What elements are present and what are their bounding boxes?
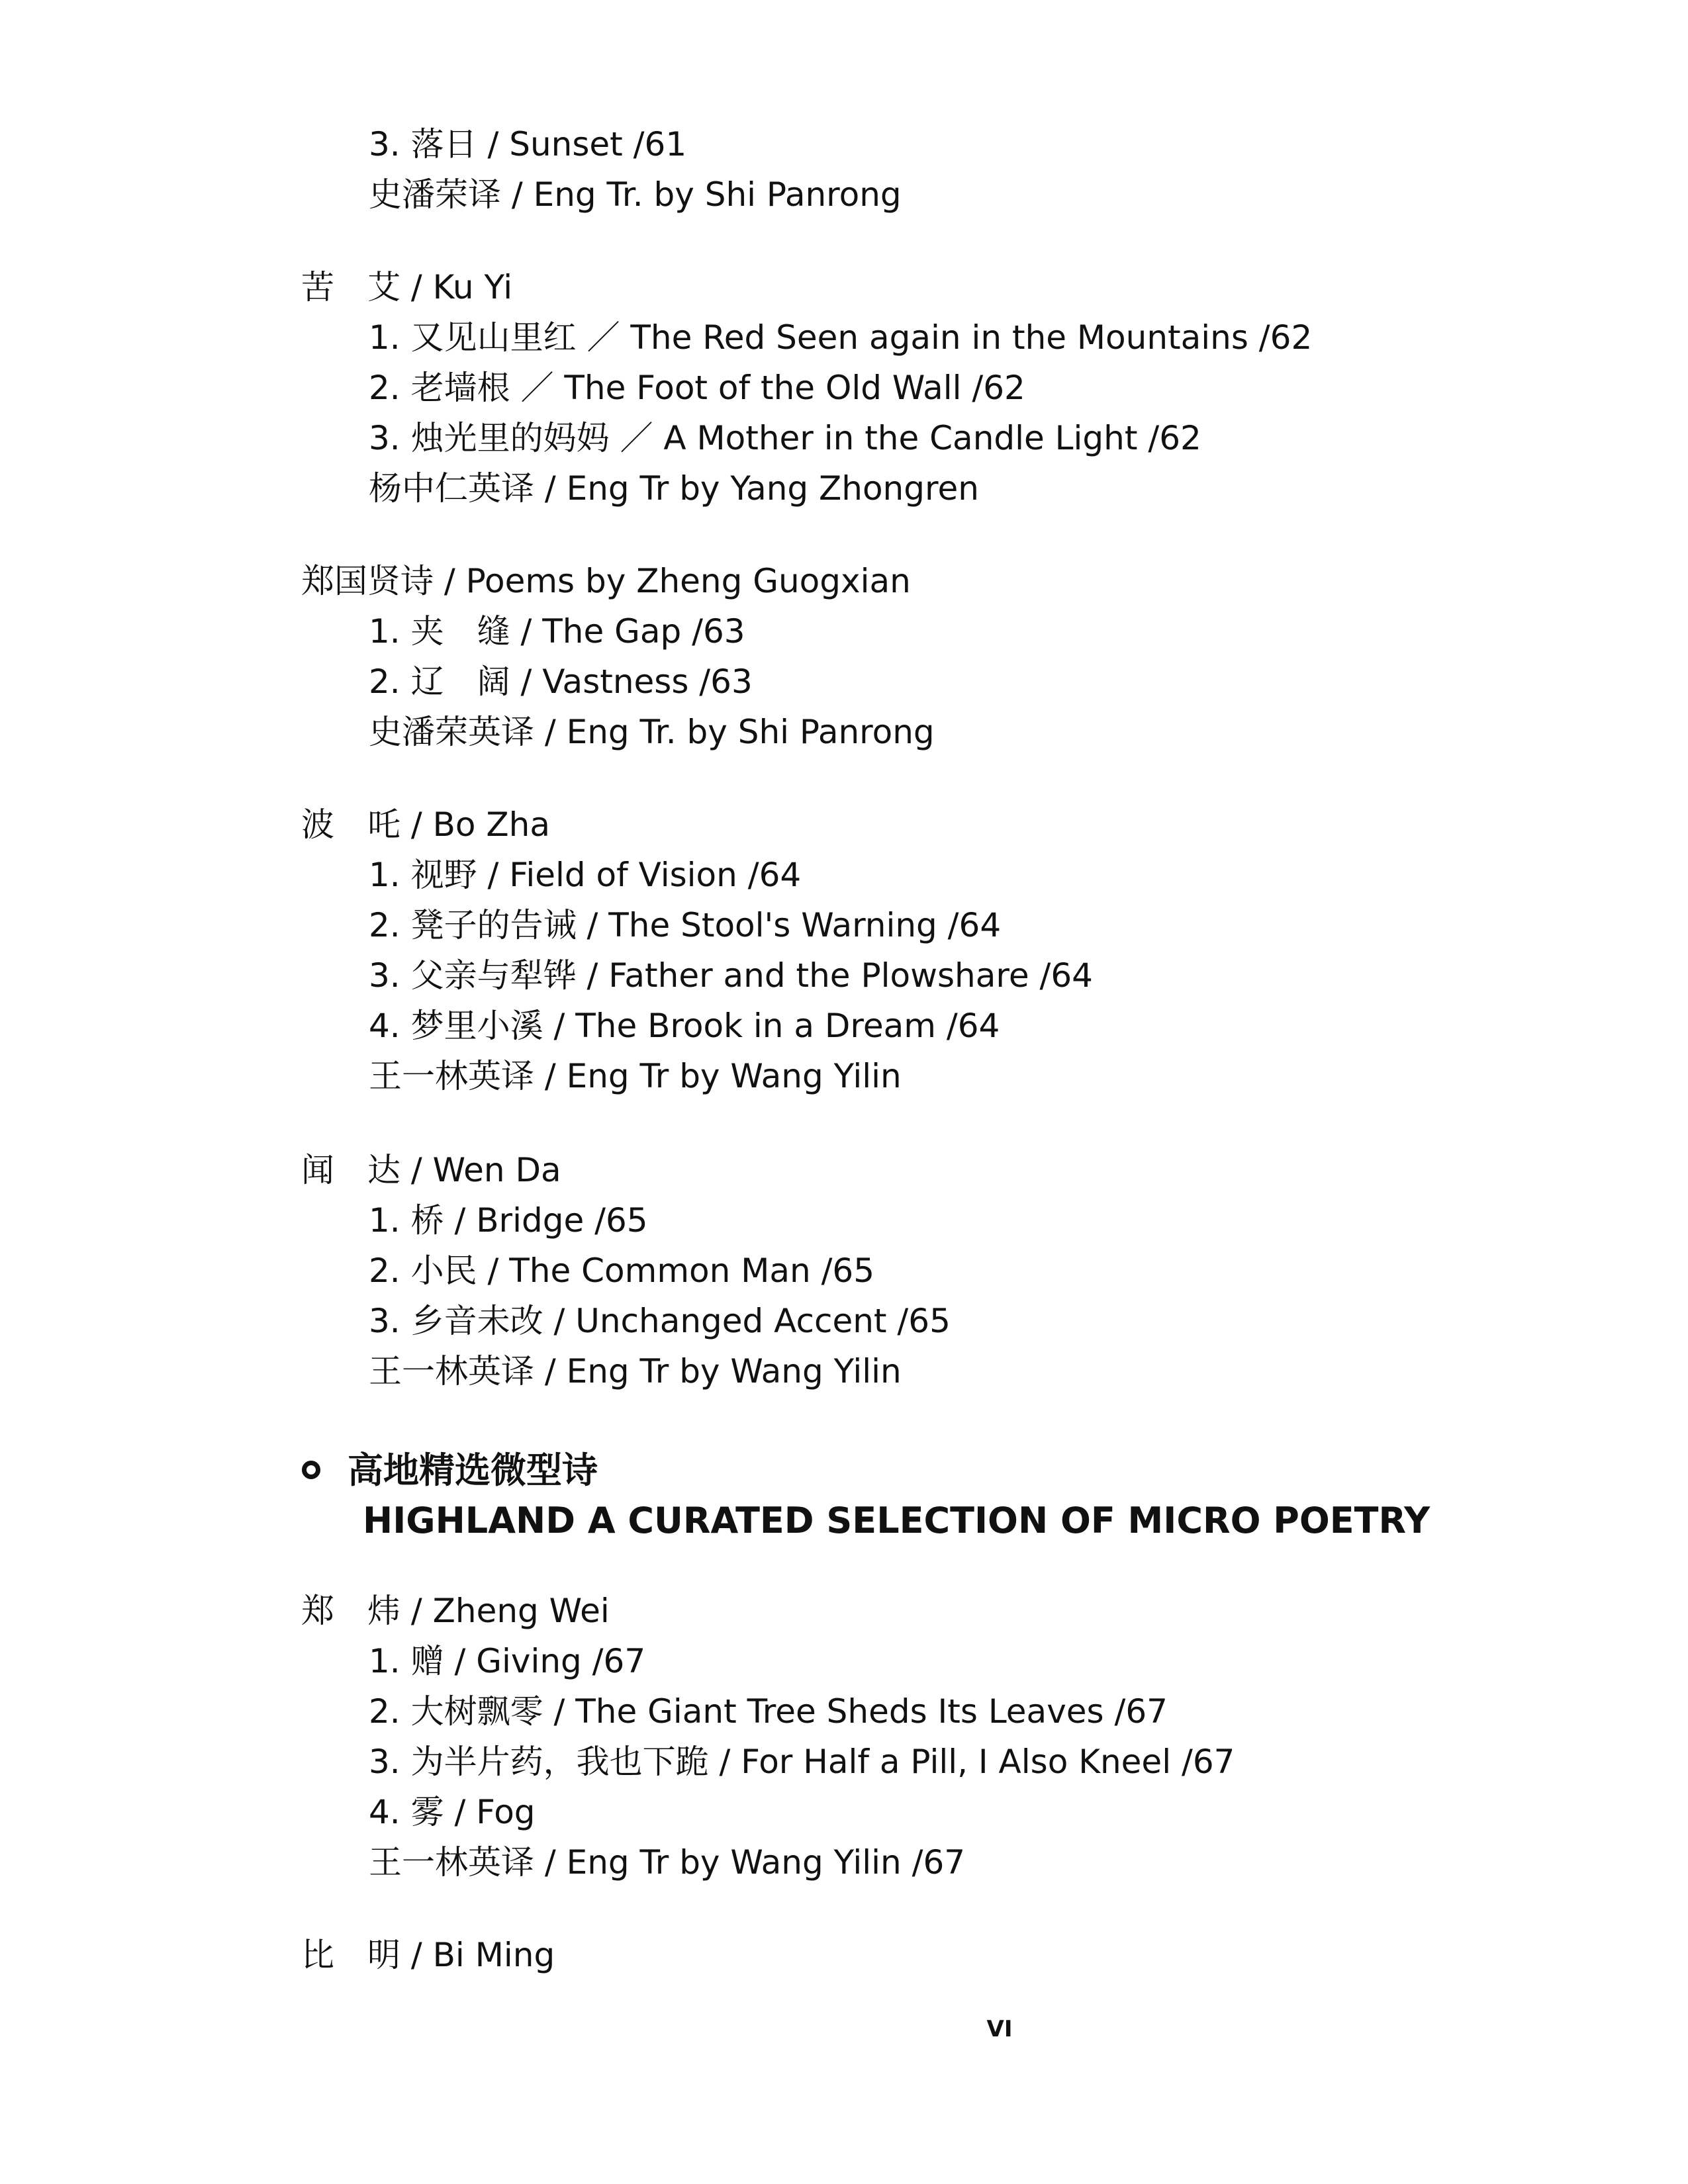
toc-entry-title: 3. 父亲与犁铧 / Father and the Plowshare /64 (369, 956, 1093, 995)
toc-author-heading: 郑国贤诗 / Poems by Zheng Guogxian (301, 562, 911, 600)
toc-entry-title: 3. 为半片药，我也下跪 / For Half a Pill, I Also Kneel /67 (369, 1743, 1235, 1781)
toc-entry-title: 2. 小民 / The Common Man /65 (369, 1251, 875, 1290)
toc-entry-title: 1. 又见山里红 ／ The Red Seen again in the Mountains /62 (369, 318, 1313, 357)
toc-author-heading: 闻 达 / Wen Da (301, 1151, 561, 1189)
toc-entry-title: 1. 夹 缝 / The Gap /63 (369, 612, 745, 651)
toc-entry-title: 2. 老墙根 ／ The Foot of the Old Wall /62 (369, 369, 1025, 407)
page-number: VI (986, 2016, 1013, 2042)
toc-entry-title: 1. 赠 / Giving /67 (369, 1642, 646, 1680)
toc-entry-translator: 杨中仁英译 / Eng Tr by Yang Zhongren (369, 469, 979, 508)
section-title-en: HIGHLAND A CURATED SELECTION OF MICRO POETRY (363, 1500, 1430, 1541)
toc-entry-title: 3. 乡音未改 / Unchanged Accent /65 (369, 1302, 951, 1340)
toc-entry-title: 3. 烛光里的妈妈 ／ A Mother in the Candle Light /62 (369, 419, 1201, 457)
toc-entry-translator: 史潘荣英译 / Eng Tr. by Shi Panrong (369, 713, 935, 751)
toc-entry-translator: 王一林英译 / Eng Tr by Wang Yilin (369, 1352, 902, 1390)
toc-entry-translator: 史潘荣译 / Eng Tr. by Shi Panrong (369, 175, 902, 214)
toc-entry-title: 3. 落日 / Sunset /61 (369, 125, 687, 163)
toc-author-heading: 郑 炜 / Zheng Wei (301, 1592, 610, 1630)
toc-entry-title: 4. 雾 / Fog (369, 1793, 536, 1831)
toc-entry-translator: 王一林英译 / Eng Tr by Wang Yilin (369, 1057, 902, 1095)
toc-author-heading: 比 明 / Bi Ming (301, 1936, 555, 1974)
toc-author-heading: 苦 艾 / Ku Yi (301, 268, 513, 306)
toc-entry-title: 1. 桥 / Bridge /65 (369, 1201, 648, 1240)
toc-entry-title: 4. 梦里小溪 / The Brook in a Dream /64 (369, 1007, 1000, 1045)
toc-entry-title: 1. 视野 / Field of Vision /64 (369, 856, 802, 894)
toc-entry-title: 2. 大树飘零 / The Giant Tree Sheds Its Leaves /67 (369, 1692, 1168, 1731)
toc-author-heading: 波 吒 / Bo Zha (301, 805, 551, 844)
section-circle-icon (302, 1461, 320, 1479)
section-title-cn: 高地精选微型诗 (348, 1449, 598, 1491)
toc-entry-title: 2. 辽 阔 / Vastness /63 (369, 662, 753, 701)
toc-entry-title: 2. 凳子的告诫 / The Stool's Warning /64 (369, 906, 1002, 944)
toc-entry-translator: 王一林英译 / Eng Tr by Wang Yilin /67 (369, 1843, 966, 1882)
